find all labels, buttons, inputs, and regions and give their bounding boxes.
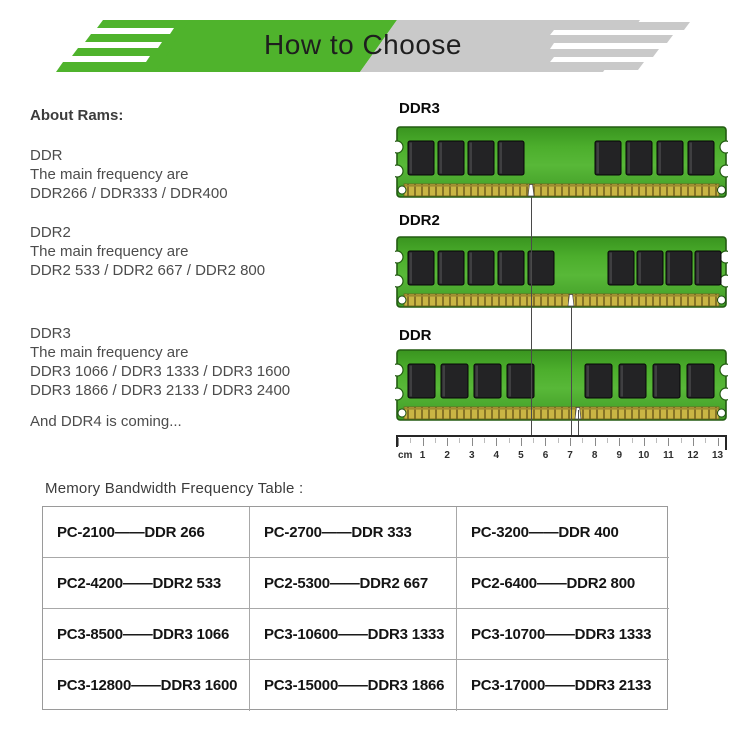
table-cell: PC3-10600——DDR3 1333: [250, 609, 457, 660]
table-cell: PC-3200——DDR 400: [457, 507, 669, 558]
ruler-tick: [595, 438, 596, 446]
ruler-number: 3: [468, 450, 475, 461]
ruler-tick: [644, 438, 645, 446]
about-line: The main frequency are: [30, 344, 189, 361]
about-line: DDR: [30, 147, 63, 164]
ruler-number: 13: [711, 450, 724, 461]
table-cell: PC3-8500——DDR3 1066: [43, 609, 250, 660]
about-paragraph: [30, 412, 182, 431]
ruler-number: 12: [687, 450, 699, 461]
table-cell: PC-2700——DDR 333: [250, 507, 457, 558]
ruler-number: 4: [493, 450, 500, 461]
ruler-tick: [472, 438, 473, 446]
ruler-tick: [705, 438, 706, 443]
ruler-number: 9: [616, 450, 622, 461]
table-cell: PC2-6400——DDR2 800: [457, 558, 669, 609]
module-label: DDR3: [399, 100, 440, 117]
ruler-bracket: [725, 435, 727, 450]
table-cell: PC3-15000——DDR3 1866: [250, 660, 457, 711]
notch-callout-line: [531, 197, 532, 437]
ruler-tick: [435, 438, 436, 443]
ruler-tick: [632, 438, 633, 443]
table-title: Memory Bandwidth Frequency Table :: [45, 480, 304, 497]
ruler-tick: [398, 438, 399, 446]
ruler-tick: [410, 438, 411, 443]
ruler-tick: [533, 438, 534, 443]
about-paragraph: [30, 223, 265, 280]
about-paragraph: [30, 146, 228, 203]
module-label: DDR2: [399, 212, 440, 229]
about-line: And DDR4 is coming...: [30, 413, 182, 430]
ruler-number: 2: [444, 450, 450, 461]
about-line: DDR3: [30, 325, 71, 342]
table-cell: PC3-12800——DDR3 1600: [43, 660, 250, 711]
ruler-number: 1: [419, 450, 426, 461]
about-line: The main frequency are: [30, 166, 189, 183]
ruler-tick: [668, 438, 669, 446]
ruler-tick: [521, 438, 522, 446]
ram-module-image: [395, 125, 728, 203]
module-label: DDR: [399, 327, 432, 344]
about-line: DDR266 / DDR333 / DDR400: [30, 185, 228, 202]
table-cell: PC2-5300——DDR2 667: [250, 558, 457, 609]
ruler-unit-label: cm: [398, 450, 413, 461]
page-title: How to Choose: [264, 29, 462, 60]
about-line: DDR3 1866 / DDR3 2133 / DDR3 2400: [30, 382, 291, 399]
about-line: DDR2: [30, 224, 71, 241]
ruler-tick: [496, 438, 497, 446]
table-cell: PC-2100——DDR 266: [43, 507, 250, 558]
ruler-tick: [681, 438, 682, 443]
table-cell: PC3-17000——DDR3 2133: [471, 677, 652, 694]
ruler-tick: [656, 438, 657, 443]
ram-module-image: [395, 348, 728, 426]
about-paragraph: [30, 324, 290, 400]
ruler-tick: [423, 438, 424, 446]
ruler-tick: [447, 438, 448, 446]
ruler-tick: [582, 438, 583, 443]
ruler-tick: [718, 438, 719, 446]
ruler-number: 11: [663, 450, 674, 461]
frequency-table: [42, 506, 668, 710]
ruler-tick: [619, 438, 620, 446]
about-heading: About Rams:: [30, 107, 124, 124]
about-line: DDR2 533 / DDR2 667 / DDR2 800: [30, 262, 266, 279]
about-line: The main frequency are: [30, 243, 189, 260]
ruler-tick: [459, 438, 460, 443]
table-cell: PC2-4200——DDR2 533: [43, 558, 250, 609]
ruler-number: 7: [567, 450, 573, 461]
notch-callout-line: [578, 410, 579, 437]
ruler-number: 10: [638, 450, 650, 461]
ruler-edge: [396, 435, 726, 437]
table-cell: PC3-10700——DDR3 1333: [457, 609, 669, 660]
ruler-tick: [607, 438, 608, 443]
ruler-number: 8: [591, 450, 598, 461]
ram-module-image: [395, 235, 728, 313]
ruler-tick: [509, 438, 510, 443]
ruler-tick: [484, 438, 485, 443]
ruler-tick: [558, 438, 559, 443]
ruler-number: 5: [518, 450, 524, 461]
ruler-tick: [693, 438, 694, 446]
ruler: [395, 435, 728, 469]
ruler-tick: [545, 438, 546, 446]
about-line: DDR3 1066 / DDR3 1333 / DDR3 1600: [30, 363, 291, 380]
ruler-number: 6: [542, 450, 549, 461]
notch-callout-line: [571, 306, 572, 437]
ruler-tick: [570, 438, 571, 446]
